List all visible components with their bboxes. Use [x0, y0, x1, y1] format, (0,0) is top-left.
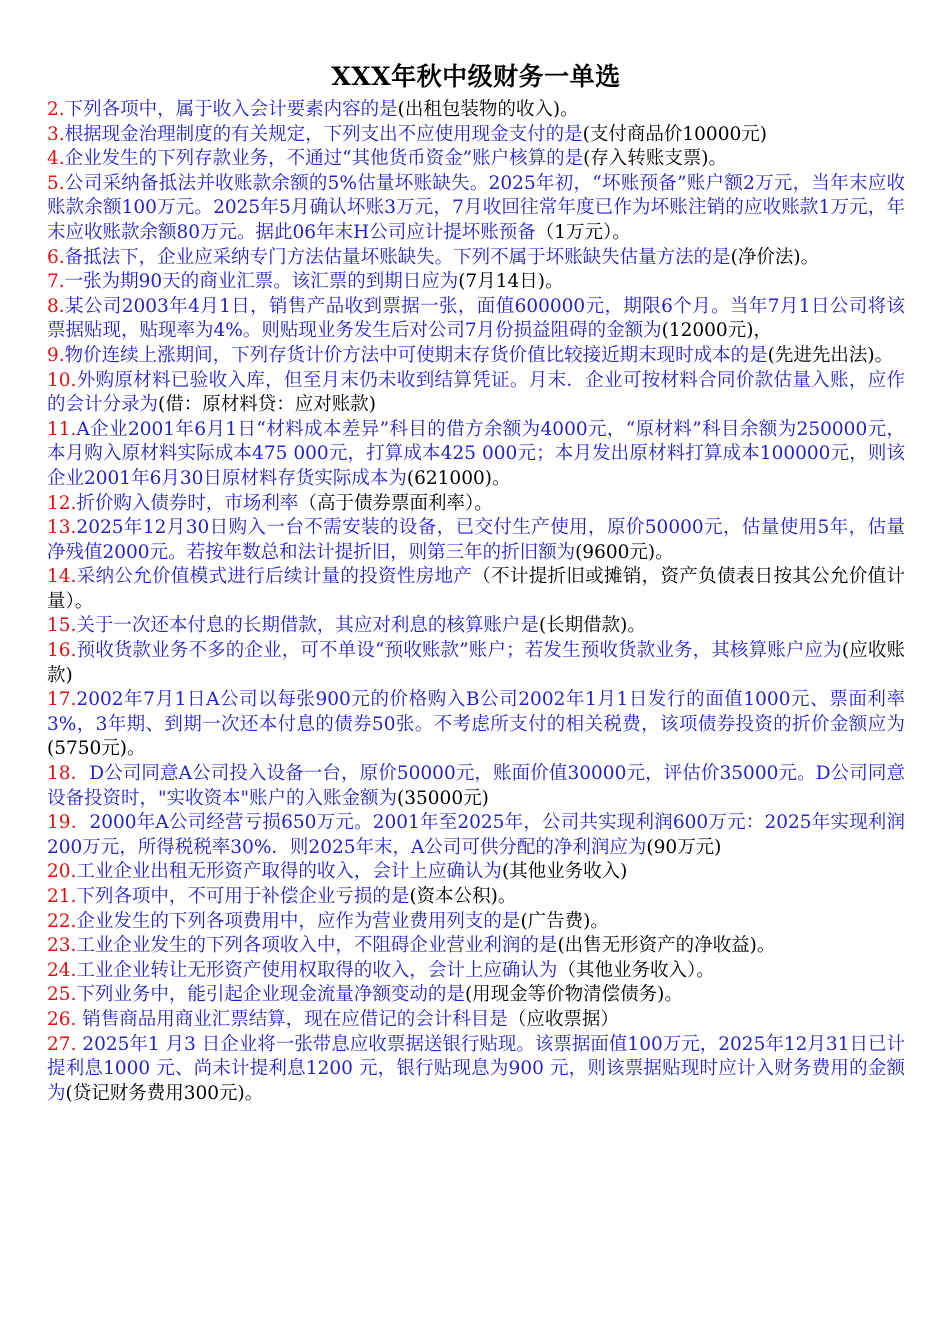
question-item — [47, 172, 905, 246]
question-item — [47, 910, 905, 935]
question-list — [47, 98, 905, 1106]
question-text: 2025年1 月3 日企业将一张带息应收票据送银行贴现。该票据面值100万元，2025年12月31日已计提利息1000 元、尚未计提利息1200 元，银行贴现息为900 元，则该票据贴现时应计入财务费用的金额为 — [47, 1033, 905, 1104]
question-number: 2. — [47, 99, 65, 120]
question-text: 备抵法下，企业应采纳专门方法估量坏账缺失。下列不属于坏账缺失估量方法的是 — [64, 246, 731, 268]
question-text: A企业2001年6月1日“材料成本差异”科目的借方余额为4000元，“原材料”科目余额为250000元，本月购入原材料实际成本475 000元，打算成本425 000元；本月发出原材料打算成本100000元，则该企业2001年6月30日原材料存货实际成本为 — [47, 418, 905, 489]
question-answer: (存入转账支票)。 — [583, 148, 728, 170]
question-number: 10. — [47, 369, 77, 391]
question-answer: (其他业务收入) — [501, 861, 628, 883]
question-text: 企业发生的下列存款业务，不通过“其他货币资金”账户核算的是 — [64, 148, 584, 170]
question-answer: （应收票据） — [507, 1008, 619, 1030]
question-number: 23. — [47, 935, 77, 957]
question-answer: （1万元）。 — [535, 221, 631, 243]
question-item — [47, 639, 905, 688]
question-number: 11. — [47, 418, 77, 440]
question-answer: (支付商品价10000元) — [582, 123, 767, 145]
question-answer: (90万元) — [646, 836, 722, 858]
question-text: 2025年12月30日购入一台不需安装的设备，已交付生产使用，原价50000元，估量使用5年，估量净残值2000元。若按年数总和法计提折旧，则第三年的折旧额为 — [47, 517, 905, 563]
question-number: 25. — [47, 984, 77, 1006]
question-item — [47, 98, 905, 123]
question-item — [47, 246, 905, 271]
question-number: 27. — [47, 1033, 77, 1055]
question-number: 24. — [47, 959, 77, 981]
question-number: 8. — [47, 295, 65, 317]
question-text: 根据现金治理制度的有关规定，下列支出不应使用现金支付的是 — [64, 123, 583, 145]
question-text: 工业企业发生的下列各项收入中，不阻碍企业营业利润的是 — [76, 935, 558, 957]
question-text: 公司采纳备抵法并收账款余额的5%估量坏账缺失。2025年初，“坏账预备”账户额2万元，当年末应收账款余额100万元。2025年5月确认坏账3万元，7月收回往常年度已作为坏账注销的应收账款1万元，年末应收账款余额80万元。据此06年末H公司应计提坏账预备 — [47, 172, 905, 243]
question-answer: (621000)。 — [406, 467, 511, 489]
question-item — [47, 688, 905, 762]
question-number: 4. — [47, 148, 65, 170]
question-text: 某公司2003年4月1日，销售产品收到票据一张，面值600000元，期限6个月。当年7月1日公司将该票据贴现，贴现率为4%。则贴现业务发生后对公司7月份损益阻碍的金额为 — [47, 295, 905, 342]
question-number: 26. — [47, 1008, 77, 1030]
question-text: 企业发生的下列各项费用中，应作为营业费用列支的是 — [76, 910, 521, 932]
question-answer: (5750元)。 — [47, 738, 146, 760]
question-text: 物价连续上涨期间，下列存货计价方法中可使期末存货价值比较接近期末现时成本的是 — [64, 344, 768, 366]
question-item — [47, 762, 905, 811]
question-item — [47, 492, 905, 517]
question-item — [47, 565, 905, 614]
question-answer: （不计提折旧或摊销，资产负债表日按其公允价值计量）。 — [47, 566, 905, 612]
question-text: 外购原材料已验收入库，但至月末仍未收到结算凭证。月末．企业可按材料合同价款估量入账，应作的会计分录为 — [47, 369, 905, 416]
question-answer: (7月14日)。 — [458, 271, 564, 293]
question-text: 2000年A公司经营亏损650万元。2001年至2025年，公司共实现利润600万元：2025年实现利润200万元，所得税税率30%．则2025年末，A公司可供分配的净利润应为 — [47, 812, 906, 858]
question-item — [47, 811, 905, 860]
question-text: 一张为期90天的商业汇票。该汇票的到期日应为 — [64, 271, 459, 293]
question-text: 下列业务中，能引起企业现金流量净额变动的是 — [76, 984, 465, 1006]
question-answer: (贷记财务费用300元)。 — [65, 1082, 264, 1104]
question-text: 采纳公允价值模式进行后续计量的投资性房地产 — [76, 566, 473, 588]
question-number: 17. — [47, 689, 77, 711]
question-number: 14. — [47, 566, 77, 588]
question-item — [47, 860, 905, 885]
question-item — [47, 1033, 905, 1107]
question-item — [47, 934, 905, 959]
question-answer: (广告费)。 — [520, 910, 609, 932]
question-number: 16. — [47, 640, 77, 662]
question-number: 22. — [47, 910, 77, 932]
question-answer: (长期借款)。 — [538, 615, 646, 637]
question-text: 工业企业转让无形资产使用权取得的收入，会计上应确认为 — [76, 959, 558, 981]
question-answer: (用现金等价物清偿债务)。 — [464, 984, 683, 1006]
question-text: 下列各项中，属于收入会计要素内容的是 — [64, 99, 398, 120]
question-number: 18． — [47, 763, 90, 785]
question-item — [47, 418, 905, 492]
question-text: 销售商品用商业汇票结算，现在应借记的会计科目是 — [76, 1008, 508, 1030]
question-answer: (9600元)。 — [575, 541, 674, 563]
question-answer: （高于债券票面利率）。 — [298, 492, 493, 514]
question-item — [47, 270, 905, 295]
question-item — [47, 344, 905, 369]
question-number: 13. — [47, 517, 77, 539]
question-answer: (借：原材料贷：应对账款) — [158, 394, 376, 416]
question-number: 9. — [47, 344, 65, 366]
question-item — [47, 614, 905, 639]
question-number: 15. — [47, 615, 77, 637]
question-number: 21. — [47, 886, 77, 907]
question-answer: (先进先出法)。 — [767, 344, 894, 366]
question-number: 5. — [47, 172, 65, 194]
question-text: 折价购入债券时，市场利率 — [76, 492, 299, 514]
question-number: 19． — [47, 812, 90, 834]
question-text: 2002年7月1日A公司以每张900元的价格购入B公司2002年1月1日发行的面值1000元、票面利率3%，3年期、到期一次还本付息的债券50张。不考虑所支付的相关税费，该项债券投资的折价金额应为 — [47, 689, 905, 735]
document-page — [47, 60, 905, 1106]
question-item — [47, 295, 905, 344]
document-title: XXX年秋中级财务一单选 — [331, 62, 621, 91]
question-item — [47, 959, 905, 984]
question-answer: （其他业务收入）。 — [557, 959, 715, 981]
question-text: 预收货款业务不多的企业，可不单设“预收账款”账户；若发生预收货款业务，其核算账户应为 — [76, 640, 842, 662]
question-answer: (净价法)。 — [730, 246, 820, 268]
question-text: 下列各项中，不可用于补偿企业亏损的是 — [76, 886, 410, 907]
question-item — [47, 147, 905, 172]
question-number: 3. — [47, 123, 65, 145]
question-item — [47, 1008, 905, 1033]
question-item — [47, 885, 905, 910]
question-item — [47, 123, 905, 148]
question-number: 12. — [47, 492, 77, 514]
question-text: D公司同意A公司投入设备一台，原价50000元，账面价值30000元，评估价35000元。D公司同意设备投资时，"实收资本"账户的入账金额为 — [47, 763, 905, 809]
question-number: 20. — [47, 861, 77, 883]
question-item — [47, 516, 905, 565]
question-item — [47, 983, 905, 1008]
question-answer: (应收账款) — [47, 640, 905, 686]
question-item — [47, 369, 905, 418]
question-answer: (出售无形资产的净收益)。 — [557, 935, 776, 957]
question-answer: (12000元)， — [661, 320, 772, 342]
question-number: 7. — [47, 271, 65, 293]
question-answer: (出租包装物的收入)。 — [397, 99, 579, 120]
question-text: 关于一次还本付息的长期借款，其应对利息的核算账户是 — [76, 615, 539, 637]
question-number: 6. — [47, 246, 65, 268]
question-answer: (35000元) — [397, 787, 489, 809]
question-text: 工业企业出租无形资产取得的收入，会计上应确认为 — [76, 861, 502, 883]
question-answer: (资本公积)。 — [409, 886, 517, 907]
